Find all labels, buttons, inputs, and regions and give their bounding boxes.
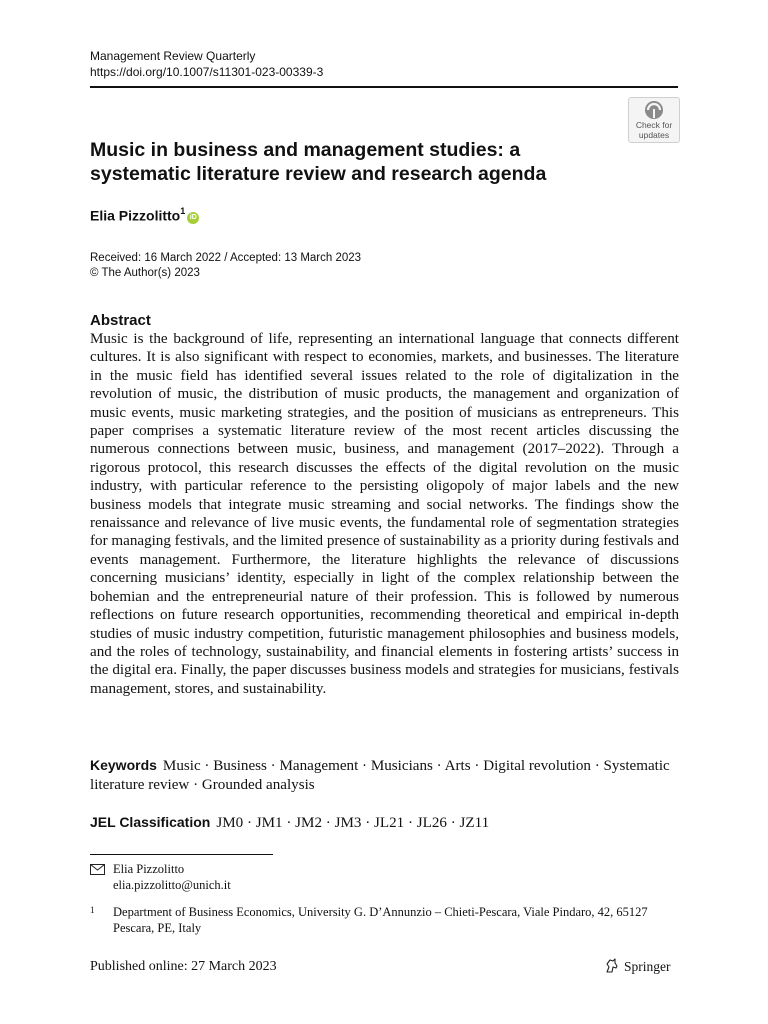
contact-name: Elia Pizzolitto <box>113 862 185 876</box>
article-dates <box>90 251 361 281</box>
author-affiliation-marker: 1 <box>180 206 186 216</box>
springer-logo <box>604 958 671 975</box>
affiliation-number: 1 <box>90 905 95 915</box>
check-updates-label <box>629 121 679 140</box>
keywords-list: Music · Business · Management · Musicians · Arts · Digital revolution · Systematic literature review · Grounded analysis <box>90 758 670 793</box>
published-online: Published online: 27 March 2023 <box>90 959 277 974</box>
journal-name: Management Review Quarterly <box>90 49 256 63</box>
paper-title: Music in business and management studies: a systematic literature review and research agenda <box>90 139 547 185</box>
author-line <box>90 207 199 224</box>
publisher-name: Springer <box>624 959 671 974</box>
keywords-label: Keywords <box>90 757 157 773</box>
springer-horse-icon <box>604 958 620 974</box>
copyright: © The Author(s) 2023 <box>90 267 200 279</box>
contact-email[interactable]: elia.pizzolitto@unich.it <box>113 878 231 892</box>
affiliation-text: Department of Business Economics, University G. D’Annunzio – Chieti-Pescara, Viale Pindaro, 42, 65127 Pescara, PE, Italy <box>113 905 648 935</box>
mail-icon <box>90 864 105 875</box>
check-updates-icon <box>644 100 664 120</box>
received-accepted: Received: 16 March 2022 / Accepted: 13 March 2023 <box>90 252 362 264</box>
author-name[interactable]: Elia Pizzolitto <box>90 207 181 224</box>
abstract-text: Music is the background of life, representing an international language that connects different cultures. It is also significant with respect to economies, markets, and businesses. The literature in the music field has identified several issues related to the role of digitalization in the revolution of music, the distribution of music products, the management and organization of music events, music marketing strategies, and the position of musicians as entrepreneurs. This paper comprises a systematic literature review of the most recent articles discussing the numerous connections between music, business, and management (2017–2022). Through a rigorous protocol, this research discusses the effects of the digital revolution on the music industry, with particular reference to the persisting oligopoly of major labels and the new business models that integrate music streaming and social networks. The findings show the renaissance and relevance of live music events, the fundamental role of segmentation strategies for managing festivals, and the limited presence of sustainability as a priority during festivals and events management. Furthermore, the literature highlights the relevance of discussions concerning musicians’ identity, especially in light of the complex relationship between the bohemian and the entrepreneurial nature of their profession. This is followed by numerous reflections on future research opportunities, recommending theoretical and empirical in-depth studies of music industry competition, futuristic management philosophies and business models, and the roles of technology, sustainability, and financial elements in fostering artists’ success in the digital era. Finally, the paper discusses business models and strategies for musicians, festivals management, stores, and sustainability. <box>90 331 679 697</box>
jel-classification <box>90 813 679 833</box>
affiliation-footnote <box>90 904 679 936</box>
footnote-rule <box>90 854 273 855</box>
keywords <box>90 756 679 795</box>
jel-codes: JM0 · JM1 · JM2 · JM3 · JL21 · JL26 · JZ11 <box>216 815 490 831</box>
check-for-updates-badge[interactable] <box>628 97 680 143</box>
corresponding-author <box>90 861 231 893</box>
abstract-heading: Abstract <box>90 312 151 329</box>
jel-label: JEL Classification <box>90 814 211 830</box>
badge-line-2: updates <box>638 129 670 140</box>
journal-header <box>90 48 323 80</box>
orcid-icon[interactable]: iD <box>187 212 199 224</box>
header-rule <box>90 86 678 88</box>
badge-line-1: Check for <box>635 120 673 130</box>
doi-link[interactable]: https://doi.org/10.1007/s11301-023-00339-3 <box>90 65 324 79</box>
